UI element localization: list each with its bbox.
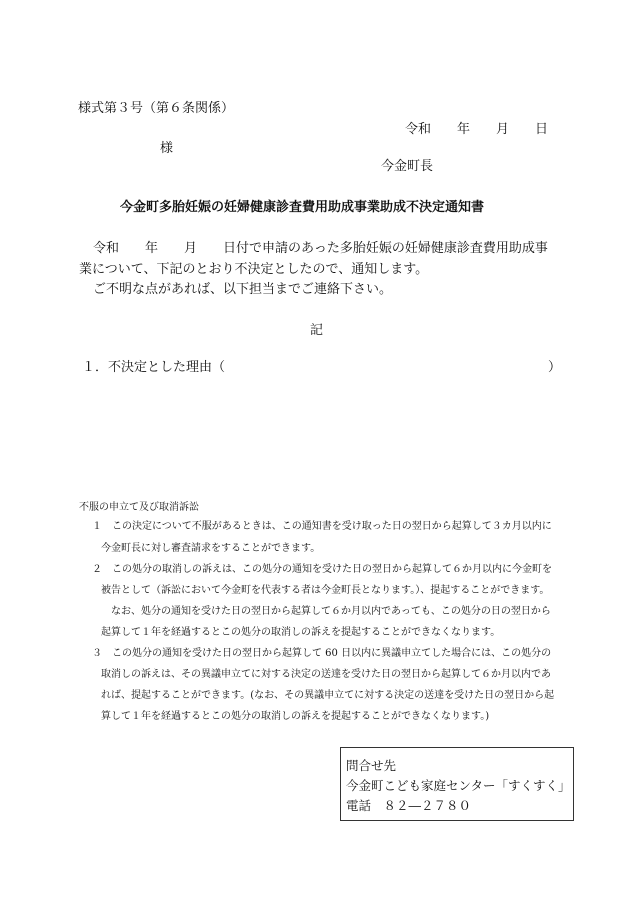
appeal-line: れば、提起することができます。(なお、その異議申立てに対する決定の送達を受けた日の翌日から起 xyxy=(101,690,555,701)
contact-label: 問合せ先 xyxy=(346,758,397,773)
issuer: 今金町長 xyxy=(381,159,434,174)
appeal-line: ３ この処分の通知を受けた日の翌日から起算して 60 日以内に異議申立てした場合には、この処分の xyxy=(92,648,552,659)
reason-close-paren: ） xyxy=(548,360,562,375)
body-paragraph-2: ご不明な点があれば、以下担当までご連絡下さい。 xyxy=(93,282,393,297)
form-number: 様式第３号（第６条関係） xyxy=(78,101,235,116)
document-title: 今金町多胎妊娠の妊婦健康診査費用助成事業助成不決定通知書 xyxy=(120,200,485,215)
appeal-line: 起算して１年を経過するとこの処分の取消しの訴えを提起することができなくなります。 xyxy=(101,627,501,638)
date-line: 令和 年 月 日 xyxy=(405,122,549,137)
appeal-line: なお、処分の通知を受けた日の翌日から起算して６か月以内であっても、この処分の日の翌日から xyxy=(111,606,551,617)
contact-box xyxy=(340,747,574,821)
appeal-line: 被告として（訴訟において今金町を代表する者は今金町長となります。）、提起することができます。 xyxy=(101,585,550,596)
body-paragraph-1-line-1: 令和 年 月 日付で申請のあった多胎妊娠の妊婦健康診査費用助成事 xyxy=(93,241,548,256)
contact-office: 今金町こども家庭センター「すくすく」 xyxy=(346,778,571,793)
appeal-line: 取消しの訴えは、その異議申立てに対する決定の送達を受けた日の翌日から起算して６か月以内であ xyxy=(101,669,551,680)
appeal-line: 算して１年を経過するとこの処分の取消しの訴えを提起することができなくなります。) xyxy=(101,711,490,722)
contact-phone: 電話 ８２―２７８０ xyxy=(346,798,472,813)
appeal-heading: 不服の申立て及び取消訴訟 xyxy=(79,502,199,513)
body-paragraph-1-line-2: 業について、下記のとおり不決定としたので、通知します。 xyxy=(79,262,429,277)
appeal-line: ２ この処分の取消しの訴えは、この処分の通知を受けた日の翌日から起算して６か月以内に今金町を xyxy=(92,564,552,575)
ki-marker: 記 xyxy=(310,323,324,338)
appeal-line: １ この決定について不服があるときは、この通知書を受け取った日の翌日から起算して３カ月以内に xyxy=(92,521,552,532)
appeal-line: 今金町長に対し審査請求をすることができます。 xyxy=(101,543,321,554)
recipient-suffix: 様 xyxy=(160,141,174,156)
reason-label: １．不決定とした理由（ xyxy=(82,360,226,375)
